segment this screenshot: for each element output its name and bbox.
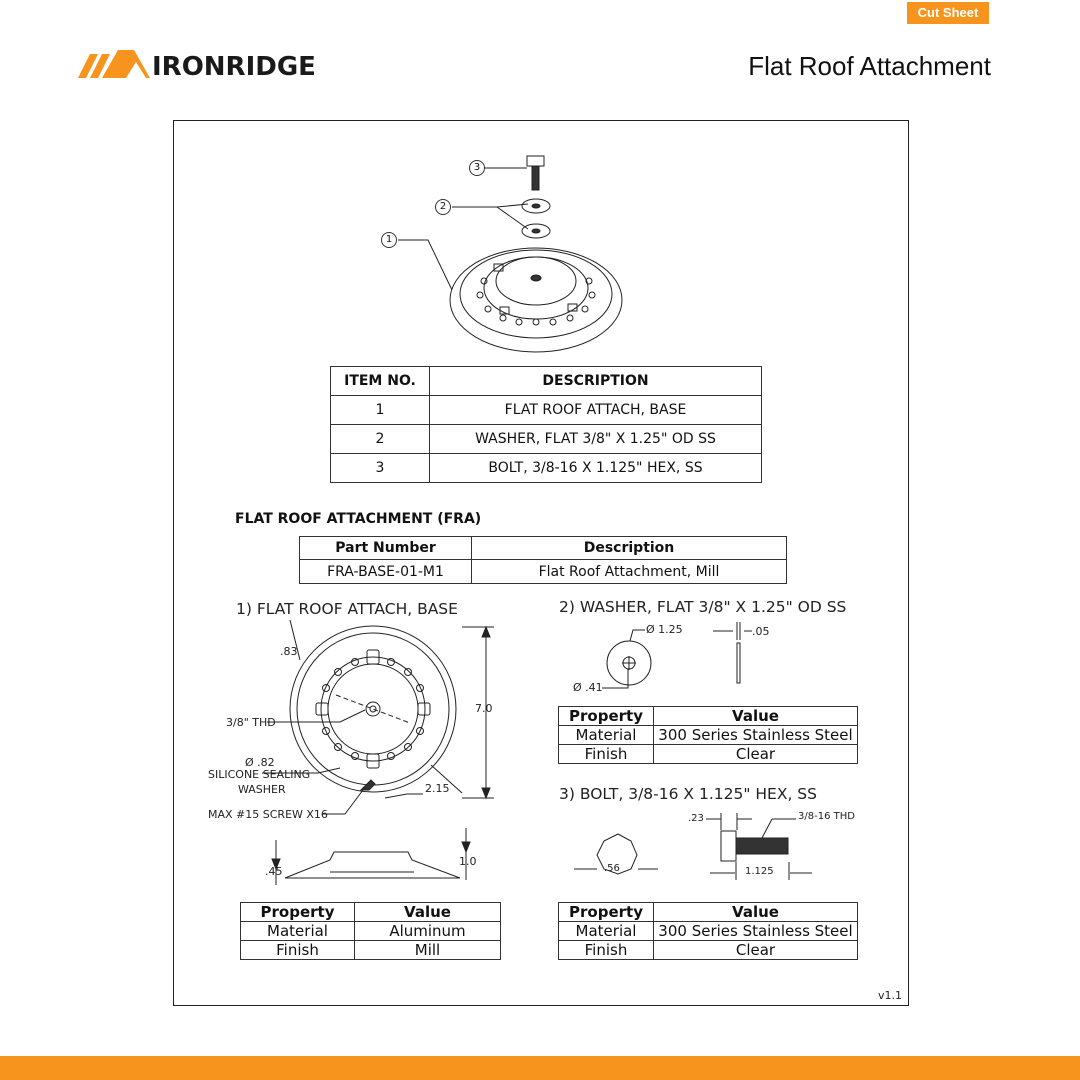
dim-label: 1.125 [745,866,774,877]
prop-header: Value [654,903,858,922]
bom-cell: FLAT ROOF ATTACH, BASE [430,396,762,425]
callout-1: 1 [381,232,397,248]
prop-cell: Material [241,922,355,941]
bill-of-materials-table [330,366,762,483]
dim-label: 1.0 [459,855,477,868]
prop-cell: Finish [559,941,654,960]
prop-header: Property [559,707,654,726]
table-row [331,396,762,425]
brand-name: IRONRIDGE [152,52,316,82]
dim-label: .23 [688,813,704,824]
washer-property-table [558,706,858,764]
prop-cell: 300 Series Stainless Steel [654,726,858,745]
table-row [300,560,787,584]
dim-label: Ø .41 [573,681,603,694]
table-row [331,454,762,483]
washers-exploded-icon [522,199,550,238]
table-row [559,707,858,726]
prop-cell: Aluminum [355,922,501,941]
base-view-title: 1) FLAT ROOF ATTACH, BASE [236,600,458,618]
prop-cell: Clear [654,941,858,960]
prop-cell: Mill [355,941,501,960]
table-row [559,922,858,941]
dim-label: 7.0 [475,702,493,715]
table-row [331,367,762,396]
dim-label: .05 [752,625,770,638]
table-row [300,537,787,560]
dim-label: .45 [265,865,283,878]
base-property-table [240,902,501,960]
dim-label: .56 [604,863,620,874]
page-title: Flat Roof Attachment [748,51,991,81]
dim-label: Ø 1.25 [646,623,683,636]
base-exploded-icon [450,248,622,352]
base-side-view-icon [285,852,460,878]
part-number-cell: FRA-BASE-01-M1 [300,560,472,584]
table-row [559,726,858,745]
washer-view-title: 2) WASHER, FLAT 3/8" X 1.25" OD SS [559,598,847,616]
bom-cell: 2 [331,425,430,454]
dim-label: SILICONE SEALING [208,768,311,781]
prop-header: Value [355,903,501,922]
table-row [559,903,858,922]
callout-2: 2 [435,199,451,215]
bolt-property-table [558,902,858,960]
part-description-cell: Flat Roof Attachment, Mill [472,560,787,584]
bom-cell: 3 [331,454,430,483]
callout-3: 3 [469,160,485,176]
bom-header-description: DESCRIPTION [430,367,762,396]
dim-label: .83 [280,645,298,658]
bolt-view-title: 3) BOLT, 3/8-16 X 1.125" HEX, SS [559,785,817,803]
dim-label: 3/8-16 THD [798,811,855,822]
prop-header: Property [241,903,355,922]
table-row [241,922,501,941]
table-row [241,941,501,960]
cut-sheet-badge: Cut Sheet [907,2,989,24]
dim-label: MAX #15 SCREW X16 [208,808,328,821]
dim-label: WASHER [238,783,286,796]
dim-label: 2.15 [425,782,450,795]
dim-label: 3/8" THD [226,716,276,729]
bolt-exploded-icon [527,156,544,190]
table-row [331,425,762,454]
dim-label: Ø .82 [245,756,275,769]
prop-cell: Finish [241,941,355,960]
prop-cell: Material [559,726,654,745]
version-label: v1.1 [878,989,903,1002]
bom-cell: WASHER, FLAT 3/8" X 1.25" OD SS [430,425,762,454]
table-row [241,903,501,922]
parts-header-description: Description [472,537,787,560]
prop-cell: Finish [559,745,654,764]
parts-header-number: Part Number [300,537,472,560]
prop-cell: Material [559,922,654,941]
prop-cell: 300 Series Stainless Steel [654,922,858,941]
section-title: FLAT ROOF ATTACHMENT (FRA) [235,511,482,527]
prop-header: Property [559,903,654,922]
footer-bar [0,1056,1080,1080]
prop-cell: Clear [654,745,858,764]
bom-cell: BOLT, 3/8-16 X 1.125" HEX, SS [430,454,762,483]
bom-header-item: ITEM NO. [331,367,430,396]
base-plan-view-icon [290,626,456,792]
table-row [559,745,858,764]
bom-cell: 1 [331,396,430,425]
table-row [559,941,858,960]
part-number-table [299,536,787,584]
prop-header: Value [654,707,858,726]
